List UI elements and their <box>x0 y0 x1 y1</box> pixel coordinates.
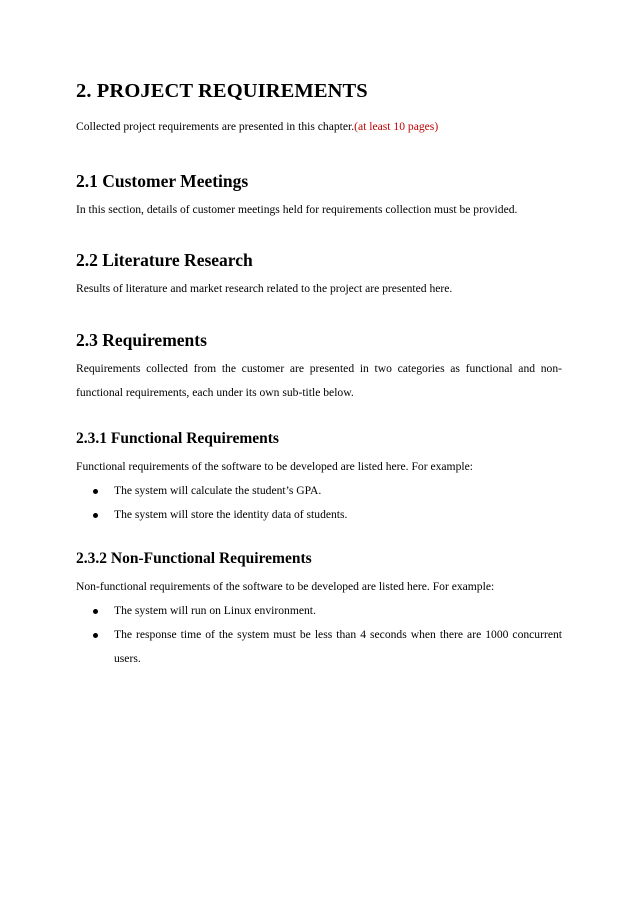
bullet-icon <box>93 513 98 518</box>
subsection-title-functional: 2.3.1 Functional Requirements <box>76 430 279 447</box>
chapter-title: 2. PROJECT REQUIREMENTS <box>76 80 368 102</box>
bullet-icon <box>93 609 98 614</box>
list-item-text: The response time of the system must be less than 4 seconds when there are 1000 concurrent users. <box>114 628 562 665</box>
list-item-text: The system will store the identity data of students. <box>114 508 348 521</box>
chapter-intro-text: Collected project requirements are presented in this chapter. <box>76 120 355 133</box>
section-text-customer-meetings: In this section, details of customer meetings held for requirements collection must be provided. <box>76 203 518 216</box>
list-item <box>76 599 562 623</box>
list-item <box>76 479 562 503</box>
section-text-requirements: Requirements collected from the customer are presented in two categories as functional and non-functional requirements, each under its own sub-title below. <box>76 362 562 399</box>
section-title-requirements: 2.3 Requirements <box>76 330 207 350</box>
list-item-text: The system will run on Linux environment. <box>114 604 316 617</box>
subsection-text-non-functional: Non-functional requirements of the software to be developed are listed here. For example: <box>76 580 495 593</box>
section-title-literature-research: 2.2 Literature Research <box>76 250 253 270</box>
section-text-literature-research: Results of literature and market research related to the project are presented here. <box>76 282 453 295</box>
chapter-intro-note: (at least 10 pages) <box>354 120 439 133</box>
subsection-title-non-functional: 2.3.2 Non-Functional Requirements <box>76 550 312 567</box>
section-title-customer-meetings: 2.1 Customer Meetings <box>76 171 249 191</box>
page-content <box>76 78 562 671</box>
list-item <box>76 623 562 671</box>
list-item-text: The system will calculate the student’s GPA. <box>114 484 322 497</box>
subsection-text-functional: Functional requirements of the software to be developed are listed here. For example: <box>76 460 473 473</box>
functional-requirements-list <box>76 479 562 527</box>
bullet-icon <box>93 489 98 494</box>
list-item <box>76 503 562 527</box>
chapter-intro <box>76 115 562 139</box>
non-functional-requirements-list <box>76 599 562 671</box>
bullet-icon <box>93 633 98 638</box>
